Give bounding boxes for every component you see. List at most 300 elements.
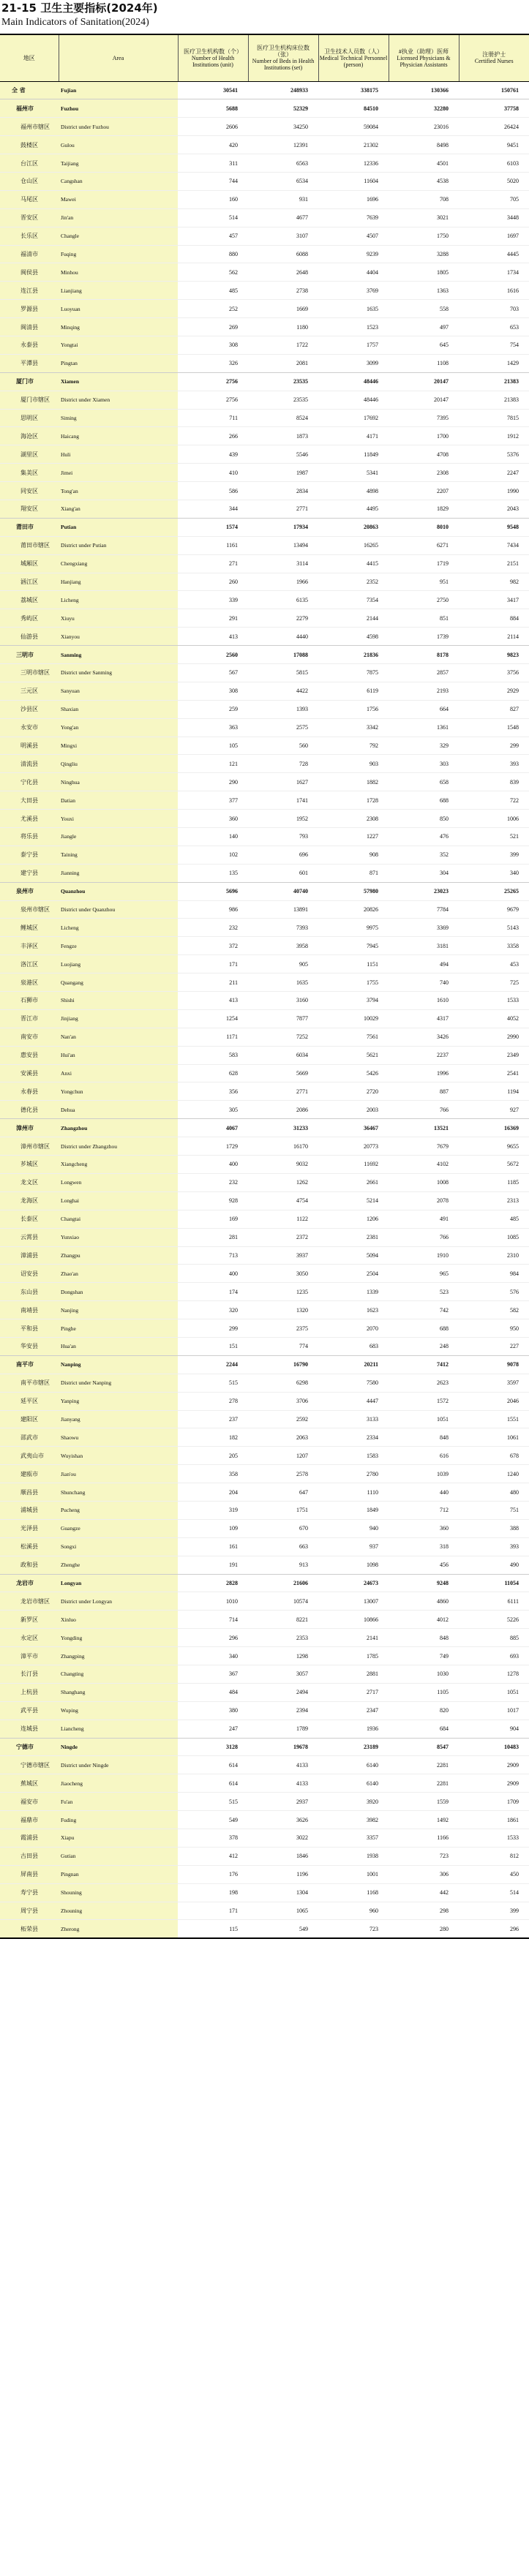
cell-licensed-physicians: 32280: [389, 99, 459, 118]
region-name-en: Fu'an: [59, 1793, 178, 1811]
cell-medical-personnel: 5426: [318, 1064, 389, 1082]
table-row: [0, 955, 529, 973]
cell-licensed-physicians: 1996: [389, 1064, 459, 1082]
cell-licensed-physicians: 7395: [389, 409, 459, 427]
region-name-cn: 鲤城区: [0, 919, 59, 937]
cell-beds: 12391: [248, 136, 318, 154]
region-name-en: Wuping: [59, 1701, 178, 1720]
table-row: [0, 282, 529, 300]
region-name-en: Ningde: [59, 1738, 178, 1756]
region-name-en: Zhangzhou: [59, 1119, 178, 1137]
cell-health-institutions: 311: [178, 154, 248, 173]
cell-medical-personnel: 10029: [318, 1009, 389, 1028]
cell-medical-personnel: 1936: [318, 1720, 389, 1738]
cell-certified-nurses: 393: [459, 755, 529, 773]
cell-certified-nurses: 9078: [459, 1355, 529, 1374]
cell-medical-personnel: 1001: [318, 1865, 389, 1883]
cell-medical-personnel: 1227: [318, 828, 389, 846]
cell-health-institutions: 1171: [178, 1028, 248, 1046]
cell-health-institutions: 339: [178, 591, 248, 609]
cell-licensed-physicians: 2237: [389, 1046, 459, 1064]
cell-beds: 248933: [248, 81, 318, 99]
cell-health-institutions: 986: [178, 900, 248, 919]
cell-beds: 1669: [248, 300, 318, 318]
cell-certified-nurses: 399: [459, 846, 529, 864]
cell-medical-personnel: 1728: [318, 791, 389, 810]
table-row: [0, 1246, 529, 1265]
cell-medical-personnel: 2661: [318, 1173, 389, 1191]
table-row: [0, 1483, 529, 1502]
cell-beds: 2738: [248, 282, 318, 300]
table-row: [0, 1228, 529, 1246]
table-row: [0, 573, 529, 591]
region-name-en: Huli: [59, 445, 178, 464]
table-row: [0, 1519, 529, 1537]
table-row: [0, 1082, 529, 1101]
cell-beds: 10574: [248, 1592, 318, 1611]
table-row: [0, 1064, 529, 1082]
table-row: [0, 1683, 529, 1701]
cell-health-institutions: 278: [178, 1392, 248, 1410]
cell-licensed-physicians: 2281: [389, 1756, 459, 1774]
cell-health-institutions: 562: [178, 263, 248, 282]
region-name-cn: 泉州市: [0, 882, 59, 900]
cell-licensed-physicians: 4012: [389, 1611, 459, 1629]
cell-licensed-physicians: 23023: [389, 882, 459, 900]
cell-licensed-physicians: 440: [389, 1483, 459, 1502]
cell-health-institutions: 711: [178, 409, 248, 427]
cell-health-institutions: 266: [178, 427, 248, 445]
cell-licensed-physicians: 688: [389, 1319, 459, 1338]
cell-certified-nurses: 2151: [459, 554, 529, 573]
table-row: [0, 1774, 529, 1793]
cell-certified-nurses: 5143: [459, 919, 529, 937]
cell-licensed-physicians: 7412: [389, 1355, 459, 1374]
cell-medical-personnel: 2141: [318, 1629, 389, 1647]
table-row: [0, 118, 529, 136]
table-row: [0, 1592, 529, 1611]
cell-beds: 7252: [248, 1028, 318, 1046]
cell-certified-nurses: 150761: [459, 81, 529, 99]
cell-medical-personnel: 6140: [318, 1756, 389, 1774]
cell-licensed-physicians: 664: [389, 700, 459, 718]
cell-medical-personnel: 723: [318, 1920, 389, 1938]
region-name-en: District under Quanzhou: [59, 900, 178, 919]
cell-medical-personnel: 21302: [318, 136, 389, 154]
cell-beds: 2575: [248, 718, 318, 737]
cell-health-institutions: 412: [178, 1847, 248, 1865]
region-name-cn: 周宁县: [0, 1902, 59, 1920]
table-row: [0, 864, 529, 882]
cell-beds: 6534: [248, 172, 318, 190]
cell-beds: 1987: [248, 464, 318, 482]
cell-certified-nurses: 1616: [459, 282, 529, 300]
region-name-cn: 思明区: [0, 409, 59, 427]
cell-medical-personnel: 792: [318, 737, 389, 755]
table-row: [0, 1119, 529, 1137]
region-name-en: Putian: [59, 518, 178, 536]
header-row: [0, 34, 529, 81]
cell-beds: 9032: [248, 1156, 318, 1174]
header-licensed-physicians: #执业（助理）医师 Licensed Physicians & Physician Assistants: [389, 34, 459, 81]
cell-licensed-physicians: 965: [389, 1265, 459, 1283]
cell-medical-personnel: 3794: [318, 992, 389, 1010]
cell-certified-nurses: 703: [459, 300, 529, 318]
region-name-en: Taining: [59, 846, 178, 864]
cell-health-institutions: 151: [178, 1337, 248, 1355]
table-row: [0, 700, 529, 718]
table-row: [0, 1137, 529, 1156]
cell-medical-personnel: 940: [318, 1519, 389, 1537]
cell-licensed-physicians: 2078: [389, 1191, 459, 1210]
region-name-en: Minqing: [59, 318, 178, 336]
cell-health-institutions: 549: [178, 1811, 248, 1829]
cell-certified-nurses: 7815: [459, 409, 529, 427]
cell-beds: 1196: [248, 1865, 318, 1883]
region-name-cn: 建瓯市: [0, 1465, 59, 1483]
cell-licensed-physicians: 766: [389, 1228, 459, 1246]
cell-health-institutions: 308: [178, 682, 248, 700]
cell-licensed-physicians: 9248: [389, 1574, 459, 1592]
cell-beds: 2592: [248, 1410, 318, 1428]
region-name-cn: 台江区: [0, 154, 59, 173]
cell-beds: 3114: [248, 554, 318, 573]
region-name-cn: 永春县: [0, 1082, 59, 1101]
region-name-en: District under Sanming: [59, 664, 178, 682]
cell-beds: 6298: [248, 1374, 318, 1392]
region-name-en: Fuzhou: [59, 99, 178, 118]
cell-medical-personnel: 3099: [318, 354, 389, 372]
table-row: [0, 554, 529, 573]
region-name-cn: 翔安区: [0, 500, 59, 518]
region-name-en: Shunchang: [59, 1483, 178, 1502]
table-row: [0, 1191, 529, 1210]
cell-health-institutions: 326: [178, 354, 248, 372]
region-name-en: Mingxi: [59, 737, 178, 755]
cell-licensed-physicians: 2857: [389, 664, 459, 682]
cell-beds: 3050: [248, 1265, 318, 1283]
cell-beds: 728: [248, 755, 318, 773]
region-name-en: Nanjing: [59, 1301, 178, 1319]
cell-medical-personnel: 960: [318, 1902, 389, 1920]
region-name-en: District under Longyan: [59, 1592, 178, 1611]
cell-licensed-physicians: 820: [389, 1701, 459, 1720]
cell-beds: 3958: [248, 937, 318, 955]
region-name-en: District under Fuzhou: [59, 118, 178, 136]
region-name-cn: 厦门市: [0, 372, 59, 391]
region-name-cn: 新罗区: [0, 1611, 59, 1629]
region-name-en: Longhai: [59, 1191, 178, 1210]
cell-licensed-physicians: 951: [389, 573, 459, 591]
cell-health-institutions: 1010: [178, 1592, 248, 1611]
cell-health-institutions: 237: [178, 1410, 248, 1428]
table-row: [0, 1883, 529, 1902]
cell-health-institutions: 182: [178, 1428, 248, 1447]
region-name-cn: 福清市: [0, 245, 59, 263]
region-name-en: Pinghe: [59, 1319, 178, 1338]
region-name-cn: 连江县: [0, 282, 59, 300]
region-name-en: Gutian: [59, 1847, 178, 1865]
region-name-en: Quanzhou: [59, 882, 178, 900]
region-name-cn: 长汀县: [0, 1665, 59, 1683]
cell-certified-nurses: 3597: [459, 1374, 529, 1392]
cell-beds: 5815: [248, 664, 318, 682]
region-name-en: Jinjiang: [59, 1009, 178, 1028]
cell-beds: 560: [248, 737, 318, 755]
region-name-en: Liancheng: [59, 1720, 178, 1738]
cell-certified-nurses: 2114: [459, 628, 529, 646]
header-beds: 医疗卫生机构床位数（张） Number of Beds in Health Institutions (set): [248, 34, 318, 81]
region-name-en: Shishi: [59, 992, 178, 1010]
cell-beds: 7877: [248, 1009, 318, 1028]
cell-licensed-physicians: 4102: [389, 1156, 459, 1174]
cell-beds: 1304: [248, 1883, 318, 1902]
region-name-cn: 丰泽区: [0, 937, 59, 955]
cell-licensed-physicians: 723: [389, 1847, 459, 1865]
table-row: [0, 1574, 529, 1592]
table-row: [0, 1701, 529, 1720]
cell-certified-nurses: 485: [459, 1210, 529, 1228]
region-name-en: Xiangcheng: [59, 1156, 178, 1174]
table-row: [0, 482, 529, 500]
table-row: [0, 1665, 529, 1683]
region-name-cn: 武夷山市: [0, 1447, 59, 1465]
region-name-cn: 三明市: [0, 646, 59, 664]
cell-licensed-physicians: 558: [389, 300, 459, 318]
cell-licensed-physicians: 1910: [389, 1246, 459, 1265]
table-title-chinese: 21-15 卫生主要指标(2024年): [1, 1, 158, 15]
cell-licensed-physicians: 6271: [389, 536, 459, 554]
cell-licensed-physicians: 742: [389, 1301, 459, 1319]
table-row: [0, 1556, 529, 1574]
cell-medical-personnel: 7580: [318, 1374, 389, 1392]
region-name-cn: 全 省: [0, 81, 59, 99]
cell-certified-nurses: 6111: [459, 1592, 529, 1611]
cell-licensed-physicians: 850: [389, 810, 459, 828]
region-name-cn: 泉州市辖区: [0, 900, 59, 919]
cell-medical-personnel: 6119: [318, 682, 389, 700]
cell-medical-personnel: 84510: [318, 99, 389, 118]
cell-health-institutions: 377: [178, 791, 248, 810]
cell-medical-personnel: 1206: [318, 1210, 389, 1228]
table-row: [0, 810, 529, 828]
cell-medical-personnel: 683: [318, 1337, 389, 1355]
cell-certified-nurses: 1551: [459, 1410, 529, 1428]
region-name-en: District under Xiamen: [59, 391, 178, 409]
cell-licensed-physicians: 1051: [389, 1410, 459, 1428]
region-name-cn: 秀屿区: [0, 609, 59, 628]
cell-health-institutions: 271: [178, 554, 248, 573]
cell-beds: 16170: [248, 1137, 318, 1156]
cell-health-institutions: 380: [178, 1701, 248, 1720]
cell-health-institutions: 320: [178, 1301, 248, 1319]
cell-certified-nurses: 950: [459, 1319, 529, 1338]
cell-medical-personnel: 1756: [318, 700, 389, 718]
cell-licensed-physicians: 2308: [389, 464, 459, 482]
cell-beds: 31233: [248, 1119, 318, 1137]
cell-licensed-physicians: 497: [389, 318, 459, 336]
cell-medical-personnel: 2352: [318, 573, 389, 591]
cell-health-institutions: 281: [178, 1228, 248, 1246]
cell-beds: 52329: [248, 99, 318, 118]
region-name-en: Quangang: [59, 973, 178, 992]
cell-licensed-physicians: 1363: [389, 282, 459, 300]
cell-beds: 2081: [248, 354, 318, 372]
cell-licensed-physicians: 1008: [389, 1173, 459, 1191]
cell-medical-personnel: 3342: [318, 718, 389, 737]
cell-health-institutions: 400: [178, 1265, 248, 1283]
cell-health-institutions: 1161: [178, 536, 248, 554]
region-name-cn: 安溪县: [0, 1064, 59, 1082]
cell-health-institutions: 484: [178, 1683, 248, 1701]
cell-licensed-physicians: 1700: [389, 427, 459, 445]
cell-medical-personnel: 1757: [318, 336, 389, 354]
table-row: [0, 1447, 529, 1465]
table-row: [0, 1720, 529, 1738]
cell-certified-nurses: 3448: [459, 208, 529, 227]
table-row: [0, 1301, 529, 1319]
cell-beds: 1065: [248, 1902, 318, 1920]
cell-certified-nurses: 576: [459, 1283, 529, 1301]
cell-certified-nurses: 5376: [459, 445, 529, 464]
cell-licensed-physicians: 3288: [389, 245, 459, 263]
region-name-cn: 惠安县: [0, 1046, 59, 1064]
table-row: [0, 300, 529, 318]
cell-certified-nurses: 3417: [459, 591, 529, 609]
cell-medical-personnel: 2347: [318, 1701, 389, 1720]
cell-medical-personnel: 7639: [318, 208, 389, 227]
region-name-en: District under Ningde: [59, 1756, 178, 1774]
table-row: [0, 937, 529, 955]
region-name-en: Luoyuan: [59, 300, 178, 318]
cell-beds: 931: [248, 190, 318, 208]
cell-licensed-physicians: 3021: [389, 208, 459, 227]
region-name-en: Xiuyu: [59, 609, 178, 628]
table-row: [0, 1537, 529, 1556]
table-row: [0, 1265, 529, 1283]
cell-licensed-physicians: 708: [389, 190, 459, 208]
table-body: [0, 81, 529, 1938]
region-name-en: Pingnan: [59, 1865, 178, 1883]
cell-beds: 1741: [248, 791, 318, 810]
cell-health-institutions: 30541: [178, 81, 248, 99]
region-name-cn: 福安市: [0, 1793, 59, 1811]
cell-certified-nurses: 2247: [459, 464, 529, 482]
cell-licensed-physicians: 887: [389, 1082, 459, 1101]
table-row: [0, 828, 529, 846]
cell-licensed-physicians: 4708: [389, 445, 459, 464]
cell-certified-nurses: 21383: [459, 391, 529, 409]
cell-licensed-physicians: 1610: [389, 992, 459, 1010]
cell-health-institutions: 378: [178, 1829, 248, 1848]
cell-beds: 6088: [248, 245, 318, 263]
region-name-en: Yongtai: [59, 336, 178, 354]
cell-medical-personnel: 2504: [318, 1265, 389, 1283]
cell-medical-personnel: 20863: [318, 518, 389, 536]
region-name-cn: 龙岩市辖区: [0, 1592, 59, 1611]
cell-beds: 4422: [248, 682, 318, 700]
region-name-cn: 华安县: [0, 1337, 59, 1355]
table-row: [0, 136, 529, 154]
cell-certified-nurses: 3756: [459, 664, 529, 682]
cell-medical-personnel: 7354: [318, 591, 389, 609]
region-name-cn: 厦门市辖区: [0, 391, 59, 409]
region-name-cn: 宁德市辖区: [0, 1756, 59, 1774]
cell-beds: 8221: [248, 1611, 318, 1629]
cell-beds: 3160: [248, 992, 318, 1010]
cell-medical-personnel: 2717: [318, 1683, 389, 1701]
cell-certified-nurses: 1194: [459, 1082, 529, 1101]
header-certified-nurses: 注册护士 Certified Nurses: [459, 34, 529, 81]
table-row: [0, 518, 529, 536]
table-row: [0, 391, 529, 409]
region-name-cn: 福州市: [0, 99, 59, 118]
cell-certified-nurses: 296: [459, 1920, 529, 1938]
cell-health-institutions: 176: [178, 1865, 248, 1883]
cell-licensed-physicians: 8547: [389, 1738, 459, 1756]
region-name-en: Yong'an: [59, 718, 178, 737]
cell-beds: 5669: [248, 1064, 318, 1082]
region-name-cn: 顺昌县: [0, 1483, 59, 1502]
region-name-en: Cangshan: [59, 172, 178, 190]
cell-certified-nurses: 450: [459, 1865, 529, 1883]
region-name-en: Jimei: [59, 464, 178, 482]
region-name-cn: 福鼎市: [0, 1811, 59, 1829]
region-name-en: Xiang'an: [59, 500, 178, 518]
cell-certified-nurses: 2929: [459, 682, 529, 700]
cell-certified-nurses: 582: [459, 1301, 529, 1319]
cell-licensed-physicians: 1108: [389, 354, 459, 372]
table-row: [0, 1156, 529, 1174]
region-name-cn: 莆田市辖区: [0, 536, 59, 554]
table-row: [0, 81, 529, 99]
cell-licensed-physicians: 4860: [389, 1592, 459, 1611]
cell-certified-nurses: 11054: [459, 1574, 529, 1592]
cell-licensed-physicians: 491: [389, 1210, 459, 1228]
cell-certified-nurses: 722: [459, 791, 529, 810]
region-name-en: Fuqing: [59, 245, 178, 263]
cell-medical-personnel: 1623: [318, 1301, 389, 1319]
cell-health-institutions: 291: [178, 609, 248, 628]
table-row: [0, 628, 529, 646]
cell-beds: 23535: [248, 391, 318, 409]
cell-beds: 7393: [248, 919, 318, 937]
region-name-cn: 南平市辖区: [0, 1374, 59, 1392]
cell-beds: 4133: [248, 1774, 318, 1793]
table-row: [0, 1865, 529, 1883]
cell-certified-nurses: 839: [459, 773, 529, 791]
cell-certified-nurses: 399: [459, 1902, 529, 1920]
cell-certified-nurses: 514: [459, 1883, 529, 1902]
cell-beds: 4440: [248, 628, 318, 646]
cell-health-institutions: 5688: [178, 99, 248, 118]
cell-licensed-physicians: 712: [389, 1501, 459, 1519]
cell-medical-personnel: 4598: [318, 628, 389, 646]
region-name-cn: 漳平市: [0, 1647, 59, 1665]
region-name-en: Xianyou: [59, 628, 178, 646]
table-row: [0, 1756, 529, 1774]
cell-medical-personnel: 5094: [318, 1246, 389, 1265]
cell-certified-nurses: 1240: [459, 1465, 529, 1483]
cell-beds: 1751: [248, 1501, 318, 1519]
cell-certified-nurses: 2541: [459, 1064, 529, 1082]
cell-certified-nurses: 9655: [459, 1137, 529, 1156]
cell-beds: 40740: [248, 882, 318, 900]
cell-health-institutions: 171: [178, 1902, 248, 1920]
cell-medical-personnel: 13007: [318, 1592, 389, 1611]
cell-certified-nurses: 1085: [459, 1228, 529, 1246]
cell-health-institutions: 305: [178, 1101, 248, 1119]
